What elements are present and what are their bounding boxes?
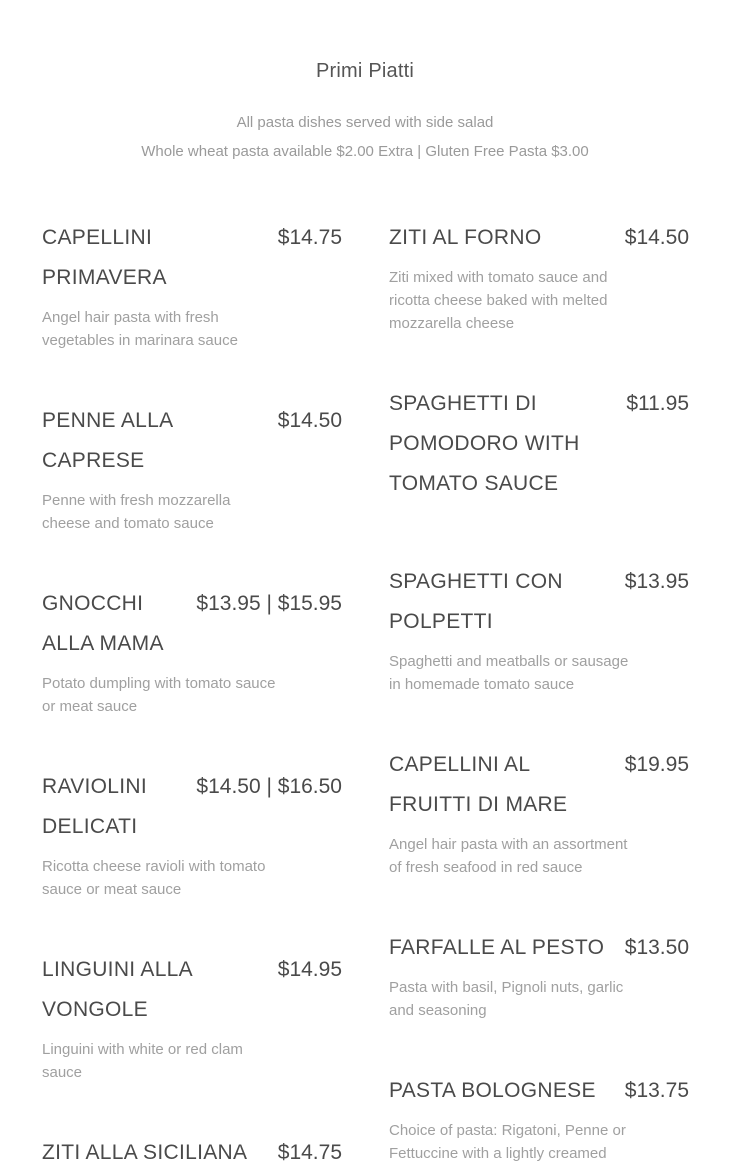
menu-item-name-line: CAPELLINI AL [389,753,531,776]
menu-item-description [389,650,628,696]
menu-item-description-line: in homemade tomato sauce [389,676,575,693]
menu-item-price: $13.95 | $15.95 [196,592,342,615]
menu-item-description-line: and seasoning [389,1002,487,1019]
menu-item-name-line: GNOCCHI [42,592,144,615]
menu-item-description-line: Linguini with white or red clam [42,1041,243,1058]
menu-item-name-line: ZITI AL FORNO [389,226,542,249]
menu-item-name [42,218,167,298]
menu-item-name [389,745,567,825]
menu-item-description-line: or meat sauce [42,698,138,715]
menu-item-description [42,489,230,535]
menu-item-name [389,1071,596,1111]
menu-item-name-line: ALLA MAMA [42,632,164,655]
menu-item-name [42,767,147,847]
menu-item-name [389,562,563,642]
menu-item-description-line: Fettuccine with a lightly creamed [389,1145,607,1162]
side-salad-note: All pasta dishes served with side salad [236,114,494,131]
menu-item-description-line: vegetables in marinara sauce [42,332,238,349]
menu-item-name-line: FARFALLE AL PESTO [389,936,605,959]
menu-item-name-line: VONGOLE [42,998,148,1021]
menu-item-name-line: CAPELLINI [42,226,153,249]
menu-item-price: $14.75 [277,1141,342,1164]
menu-item-name-line: DELICATI [42,815,138,838]
menu-item-description-line: Angel hair pasta with an assortment [389,836,628,853]
menu-item-price: $19.95 [624,753,689,776]
menu-item-name [42,950,193,1030]
menu-item-price: $14.50 [277,409,342,432]
menu-item-price: $14.50 [624,226,689,249]
menu-item-price: $13.75 [624,1079,689,1102]
menu-item-description [389,1119,626,1165]
menu-item-name [389,928,604,968]
menu-item-description-line: Angel hair pasta with fresh [42,309,219,326]
menu-item-description [389,266,607,335]
section-title: Primi Piatti [316,60,414,82]
menu-item-price: $11.95 [626,392,689,415]
menu-item-name-line: PRIMAVERA [42,266,167,289]
menu-item-name-line: POLPETTI [389,610,493,633]
menu-item-description-line: cheese and tomato sauce [42,515,214,532]
menu-item-name-line: POMODORO WITH [389,432,580,455]
menu-item-description-line: mozzarella cheese [389,315,515,332]
menu-item-description-line: Choice of pasta: Rigatoni, Penne or [389,1122,626,1139]
menu-item-name-line: SPAGHETTI CON [389,570,563,593]
menu-item-price: $13.95 [624,570,689,593]
menu-item-name [42,401,173,481]
menu-item-name [389,384,580,504]
menu-item-name-line: RAVIOLINI [42,775,148,798]
menu-item-description [42,672,275,718]
menu-item-name [42,584,164,664]
menu-item-name-line: PENNE ALLA [42,409,174,432]
menu-item-name [389,218,541,258]
menu-item-name-line: LINGUINI ALLA [42,958,193,981]
menu-item-description-line: sauce [42,1064,83,1081]
menu-item-price: $13.50 [624,936,689,959]
menu-item-name-line: ZITI ALLA SICILIANA [42,1141,248,1164]
menu-item-description [389,976,623,1022]
menu-item-description [42,306,238,352]
menu-item-description [389,833,627,879]
menu-item-description-line: Pasta with basil, Pignoli nuts, garlic [389,979,624,996]
menu-item-description [42,1038,243,1084]
menu-item-price: $14.50 | $16.50 [196,775,342,798]
menu-item-description-line: Potato dumpling with tomato sauce [42,675,276,692]
menu-item-price: $14.75 [277,226,342,249]
menu-item-description-line: Ricotta cheese ravioli with tomato [42,858,266,875]
pasta-options-note: Whole wheat pasta available $2.00 Extra | Gluten Free Pasta $3.00 [141,143,589,160]
menu-item-description [42,855,265,901]
menu-item-price: $14.95 [277,958,342,981]
menu-item-description-line: Penne with fresh mozzarella [42,492,231,509]
menu-item-description-line: of fresh seafood in red sauce [389,859,583,876]
menu-item-description-line: sauce or meat sauce [42,881,182,898]
menu-item-name-line: TOMATO SAUCE [389,472,559,495]
menu-item-name-line: PASTA BOLOGNESE [389,1079,596,1102]
menu-item-description-line: Ziti mixed with tomato sauce and [389,269,608,286]
menu-item-description-line: Spaghetti and meatballs or sausage [389,653,629,670]
menu-item-name-line: CAPRESE [42,449,145,472]
menu-item-name-line: SPAGHETTI DI [389,392,537,415]
menu-item-name-line: FRUITTI DI MARE [389,793,568,816]
menu-item-description-line: ricotta cheese baked with melted [389,292,608,309]
menu-item-name [42,1133,247,1173]
